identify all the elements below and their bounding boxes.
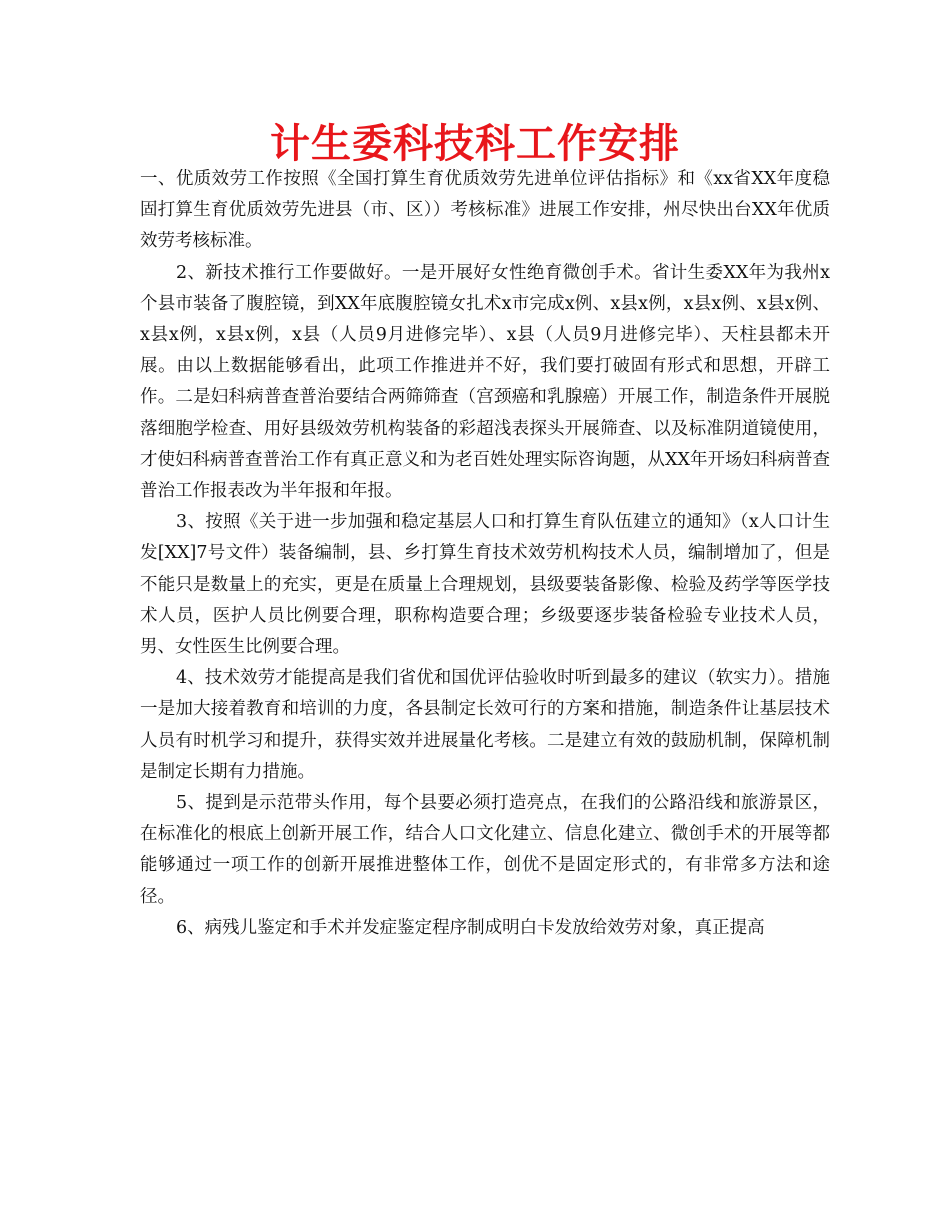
paragraph-5: 5、提到是示范带头作用，每个县要必须打造亮点，在我们的公路沿线和旅游景区，在标准化的根底上创新开展工作，结合人口文化建立、信息化建立、微创手术的开展等都能够通过一项工作的创新开展推进整体工作，创优不是固定形式的，有非常多方法和途径。: [140, 793, 830, 907]
document-body: [140, 164, 830, 944]
paragraph-4: 4、技术效劳才能提高是我们省优和国优评估验收时听到最多的建议（软实力）。措施一是加大接着教育和培训的力度，各县制定长效可行的方案和措施，制造条件让基层技术人员有时机学习和提升，获得实效并进展量化考核。二是建立有效的鼓励机制，保障机制是制定长期有力措施。: [140, 668, 830, 782]
paragraph-6: 6、病残儿鉴定和手术并发症鉴定程序制成明白卡发放给效劳对象，真正提高: [176, 917, 765, 938]
document-title: 计生委科技科工作安排: [270, 121, 680, 167]
paragraph-2: 2、新技术推行工作要做好。一是开展好女性绝育微创手术。省计生委XX年为我州x个县市装备了腹腔镜，到XX年底腹腔镜女扎术x市完成x例、x县x例，x县x例、x县x例、x县x例，x县x例，x县（人员9月进修完毕）、x县（人员9月进修完毕）、天柱县都未开展。由以上数据能够看出，此项工作推进并不好，我们要打破固有形式和思想，开辟工作。二是妇科病普查普治要结合两筛筛查（宫颈癌和乳腺癌）开展工作，制造条件开展脱落细胞学检查、用好县级效劳机构装备的彩超浅表探头开展筛查、以及标准阴道镜使用，才使妇科病普查普治工作有真正意义和为老百姓处理实际咨询题，从XX年开场妇科病普查普治工作报表改为半年报和年报。: [140, 262, 830, 502]
paragraph-1: 一、优质效劳工作按照《全国打算生育优质效劳先进单位评估指标》和《xx省XX年度稳固打算生育优质效劳先进县（市、区））考核标准》进展工作安排，州尽快出台XX年优质效劳考核标准。: [140, 169, 830, 252]
paragraph-3: 3、按照《关于进一步加强和稳定基层人口和打算生育队伍建立的通知》（x人口计生发[XX]7号文件）装备编制，县、乡打算生育技术效劳机构技术人员，编制增加了，但是不能只是数量上的充实，更是在质量上合理规划，县级要装备影像、检验及药学等医学技术人员，医护人员比例要合理，职称构造要合理；乡级要逐步装备检验专业技术人员，男、女性医生比例要合理。: [140, 512, 830, 658]
